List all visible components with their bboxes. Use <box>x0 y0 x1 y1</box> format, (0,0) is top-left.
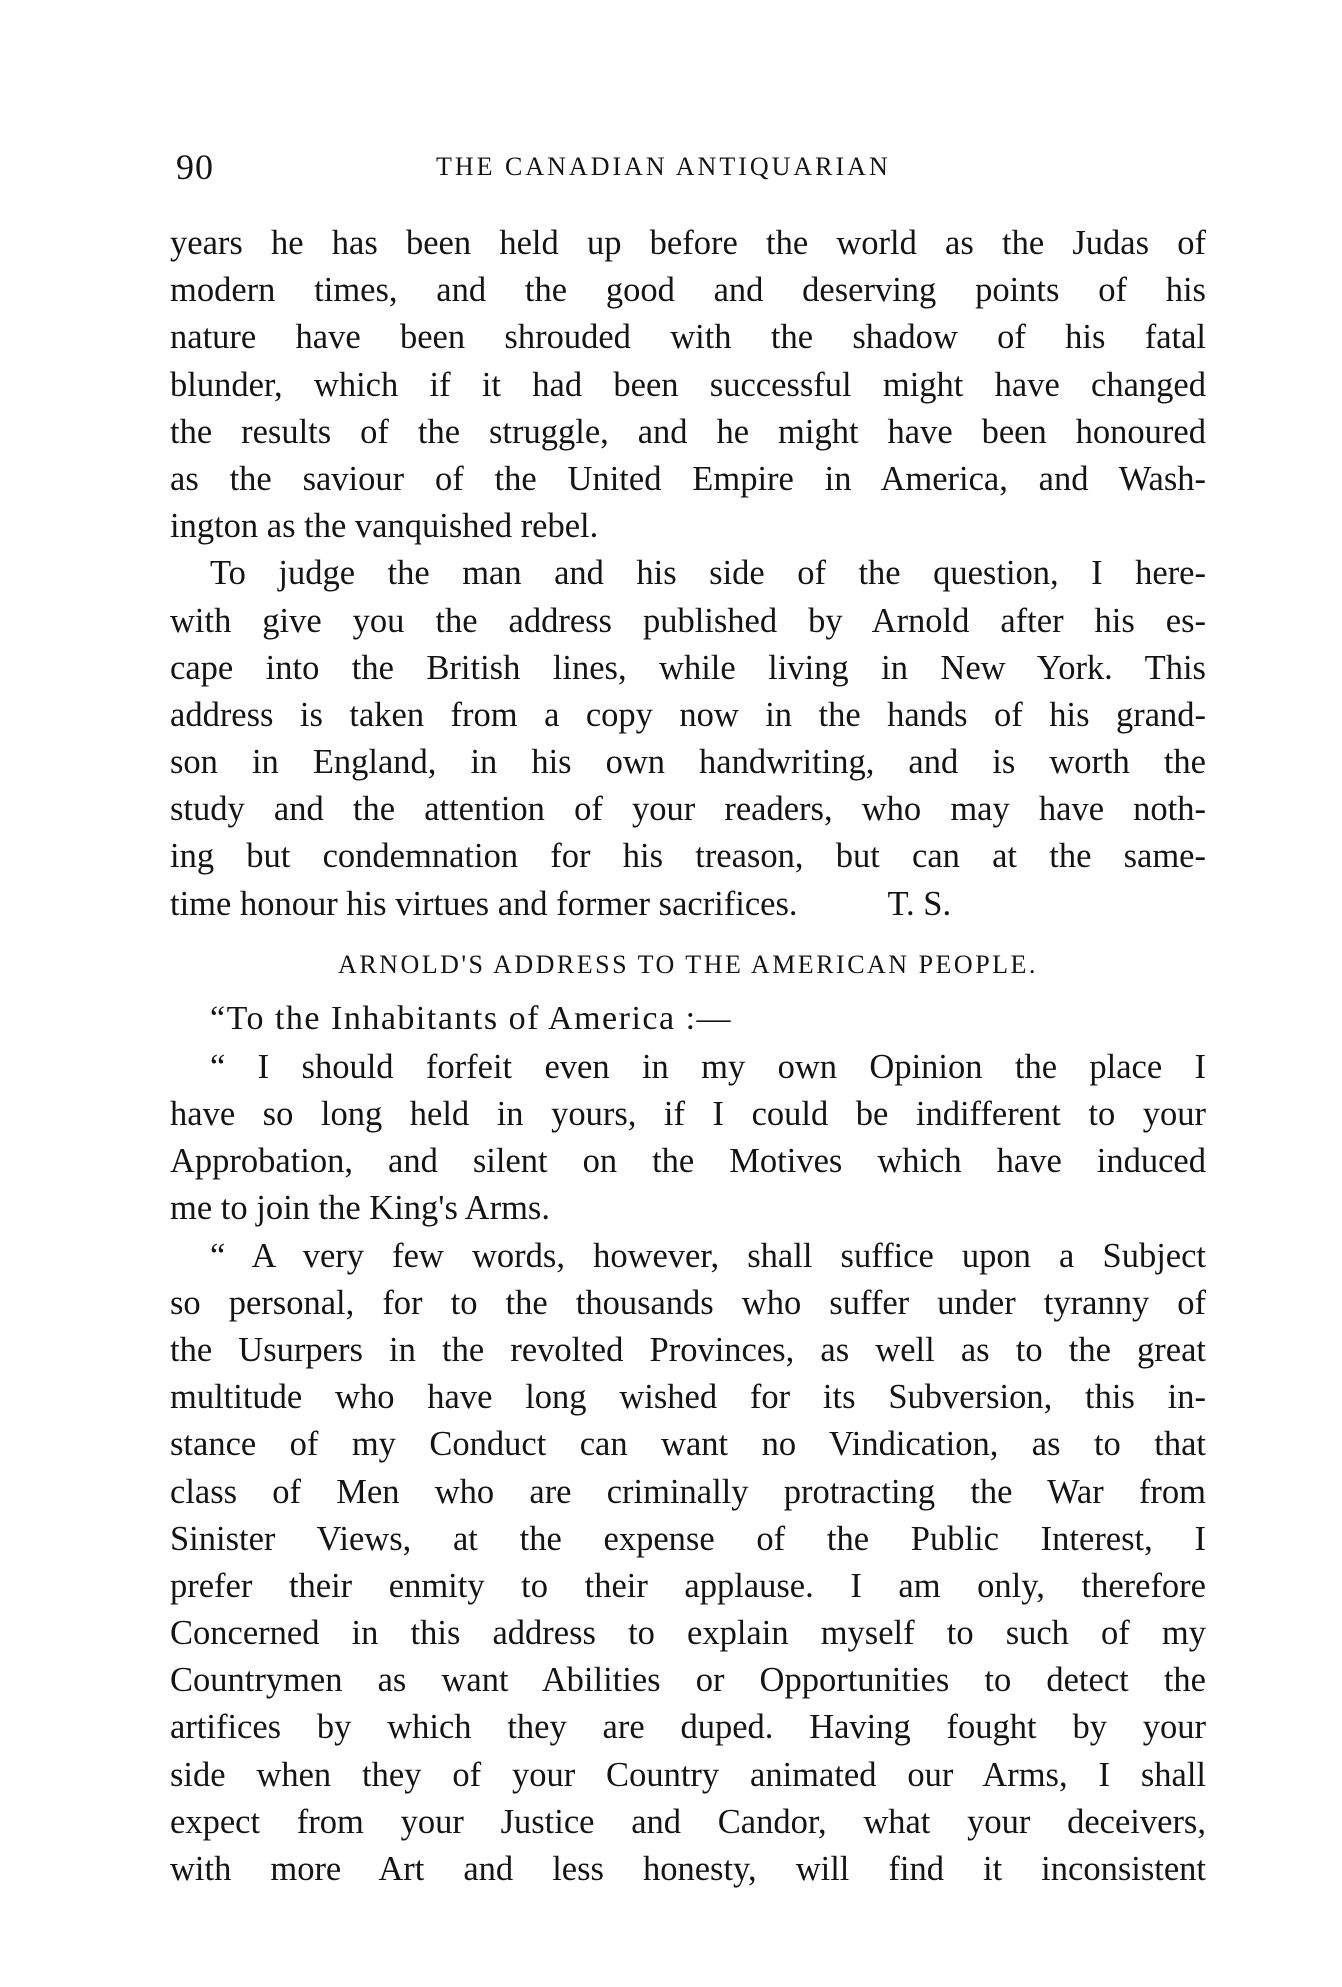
text-line: Sinister Views, at the expense of the Public Interest, I <box>170 1519 1206 1558</box>
text-line: ing but condemnation for his treason, but can at the same- <box>170 837 1206 876</box>
text-line: expect from your Justice and Candor, what your deceivers, <box>170 1802 1206 1841</box>
text-line: “ A very few words, however, shall suffice upon a Subject <box>210 1236 1206 1275</box>
text-line: prefer their enmity to their applause. I am only, therefore <box>170 1566 1206 1605</box>
text-line: nature have been shrouded with the shadow of his fatal <box>170 318 1206 357</box>
text-line: so personal, for to the thousands who suffer under tyranny of <box>170 1283 1206 1322</box>
text-line: side when they of your Country animated our Arms, I shall <box>170 1755 1206 1794</box>
text-line: class of Men who are criminally protracting the War from <box>170 1472 1206 1511</box>
paragraph-4 <box>170 1233 1206 1894</box>
text-line: multitude who have long wished for its Subversion, this in- <box>170 1378 1206 1417</box>
text-line: study and the attention of your readers, who may have noth- <box>170 790 1206 829</box>
text-line: years he has been held up before the world as the Judas of <box>170 224 1206 262</box>
text-line: address is taken from a copy now in the hands of his grand- <box>170 695 1206 734</box>
text-line: ington as the vanquished rebel. <box>170 507 599 546</box>
running-head: THE CANADIAN ANTIQUARIAN <box>436 152 891 181</box>
text-line: Approbation, and silent on the Motives which have induced <box>170 1142 1206 1181</box>
text-line: “ I should forfeit even in my own Opinion the place I <box>210 1047 1206 1086</box>
text-line: the results of the struggle, and he might have been honoured <box>170 412 1206 451</box>
text-line: To judge the man and his side of the question, I here- <box>210 554 1206 593</box>
text-line: cape into the British lines, while living in New York. This <box>170 648 1206 687</box>
signature: T. S. <box>887 884 952 923</box>
text-line: artifices by which they are duped. Having fought by your <box>170 1708 1206 1747</box>
text-line: stance of my Conduct can want no Vindication, as to that <box>170 1425 1206 1464</box>
body-text <box>170 220 1206 1893</box>
text-line: Concerned in this address to explain myself to such of my <box>170 1614 1206 1653</box>
paragraph-2 <box>170 550 1206 928</box>
text-line-with-signature <box>170 881 1206 928</box>
text-line: modern times, and the good and deserving points of his <box>170 271 1206 310</box>
text-line: Countrymen as want Abilities or Opportunities to detect the <box>170 1661 1206 1700</box>
text-line: have so long held in yours, if I could be indifferent to your <box>170 1095 1206 1133</box>
page-number: 90 <box>176 147 214 187</box>
text-line: as the saviour of the United Empire in America, and Wash- <box>170 459 1206 498</box>
paragraph-3 <box>170 1044 1206 1233</box>
text-line: me to join the King's Arms. <box>170 1189 550 1228</box>
text-line: son in England, in his own handwriting, and is worth the <box>170 743 1206 782</box>
text-line: the Usurpers in the revolted Provinces, as well as to the great <box>170 1330 1206 1369</box>
paragraph-1 <box>170 220 1206 550</box>
page-header <box>176 146 1206 186</box>
text-line: time honour his virtues and former sacrifices. <box>170 884 798 923</box>
text-line: with give you the address published by Arnold after his es- <box>170 601 1206 640</box>
salutation: “To the Inhabitants of America :— <box>210 999 733 1037</box>
text-line: with more Art and less honesty, will find it inconsistent <box>170 1850 1206 1888</box>
section-heading: ARNOLD'S ADDRESS TO THE AMERICAN PEOPLE. <box>338 949 1038 979</box>
text-line: blunder, which if it had been successful might have changed <box>170 365 1206 404</box>
